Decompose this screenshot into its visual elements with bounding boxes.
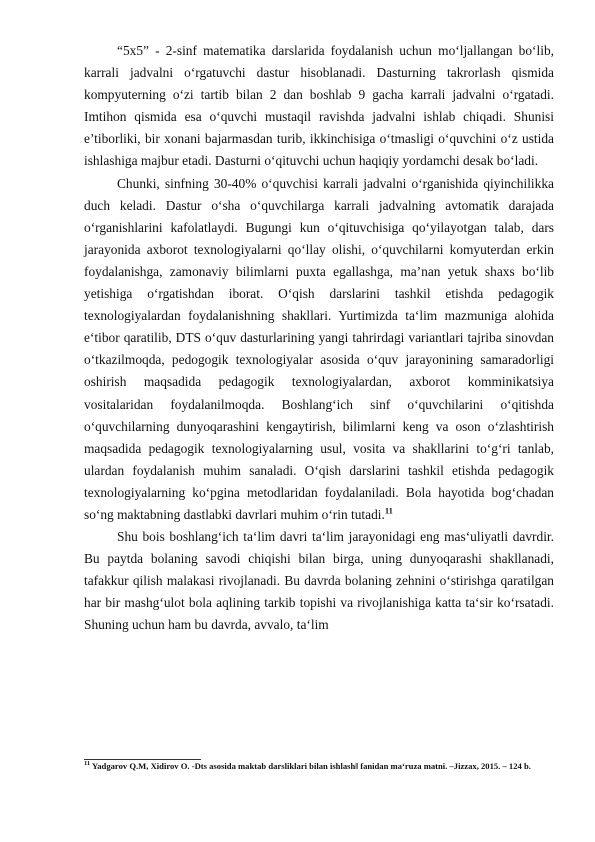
footnote-text: Yadgarov Q.M, Xidirov O. -Dts asosida maktab darsliklari bilan ishlash‖ fanidan ma‘ruza matni. –Jizzax, 2015. – 124 b.	[92, 761, 531, 771]
paragraph-1-text: “5x5” - 2-sinf matematika darslarida foydalanish uchun mo‘ljallangan bo‘lib, karrali jadvalni o‘rgatuvchi dastur hisoblanadi. Dasturning takrorlash qismida kompyuterning o‘zi tartib bilan 2 dan boshlab 9 gacha karrali jadvalni o‘rgatadi. Imtihon qismida esa o‘quvchi mustaqil ravishda jadvalni ishlab chiqadi. Shunisi e’tiborliki, bir xonani bajarmasdan turib, ikkinchisiga o‘tmasligi o‘quvchini o‘z ustida ishlashiga majbur etadi. Dasturni o‘qituvchi uchun haqiqiy yordamchi desak bo‘ladi.	[84, 43, 554, 169]
footnote-reference[interactable]: 11	[384, 505, 393, 516]
paragraph-3-text: Shu bois boshlang‘ich ta‘lim davri ta‘lim jarayonidagi eng mas‘uliyatli davrdir. Bu paytda bolaning savodi chiqishi bilan birga, uning dunyoqarashi shakllanadi, tafakkur qilish malakasi rivojlanadi. Bu davrda bolaning zehnini o‘stirishga qaratilgan har bir mashg‘ulot bola aqlining tarkib topishi va rivojlanishiga katta ta‘sir ko‘rsatadi. Shuning uchun ham bu davrda, avvalo, ta‘lim	[84, 529, 554, 633]
footnote	[84, 761, 554, 772]
paragraph-2-text: Chunki, sinfning 30-40% o‘quvchisi karrali jadvalni o‘rganishida qiyinchilikka duch keladi. Dastur o‘sha o‘quvchilarga karrali jadvalning avtomatik darajada o‘rganishlarini kafolatlaydi. Bugungi kun o‘qituvchisiga qo‘yilayotgan talab, dars jarayonida axborot texnologiyalarni qo‘llay olishi, o‘quvchilarni komyuterdan erkin foydalanishga, zamonaviy bilimlarni puxta egallashga, ma’nan yetuk shaxs bo‘lib yetishiga o‘rgatishdan iborat. O‘qish darslarini tashkil etishda pedagogik texnologiyalardan foydalanishning shakllari. Yurtimizda ta‘lim mazmuniga alohida e‘tibor qaratilib, DTS o‘quv dasturlarining yangi tahrirdagi variantlari tajriba sinovdan o‘tkazilmoqda, pedogogik texnologiyalar asosida o‘quv jarayonining samaradorligi oshirish maqsadida pedagogik texnologiyalardan, axborot komminikatsiya vositalaridan foydalanilmoqda. Boshlang‘ich sinf o‘quvchilarini o‘qitishda o‘quvchilarning dunyoqarashini kengaytirish, bilimlarni keng va oson o‘zlashtirish maqsadida pedagogik texnologiyalarning usul, vosita va shakllarini to‘g‘ri tanlab, ulardan foydalanish muhim sanaladi. O‘qish darslarini tashkil etishda pedagogik texnologiyalarning ko‘pgina metodlaridan foydalaniladi. Bola hayotida bog‘chadan so‘ng maktabning dastlabki davrlari muhim o‘rin tutadi.	[84, 175, 554, 522]
paragraph-3	[84, 526, 554, 636]
footnote-divider	[84, 759, 201, 760]
paragraph-1	[84, 40, 554, 173]
page-body	[84, 40, 554, 637]
footnote-number: 11	[84, 760, 91, 768]
paragraph-2	[84, 173, 554, 527]
